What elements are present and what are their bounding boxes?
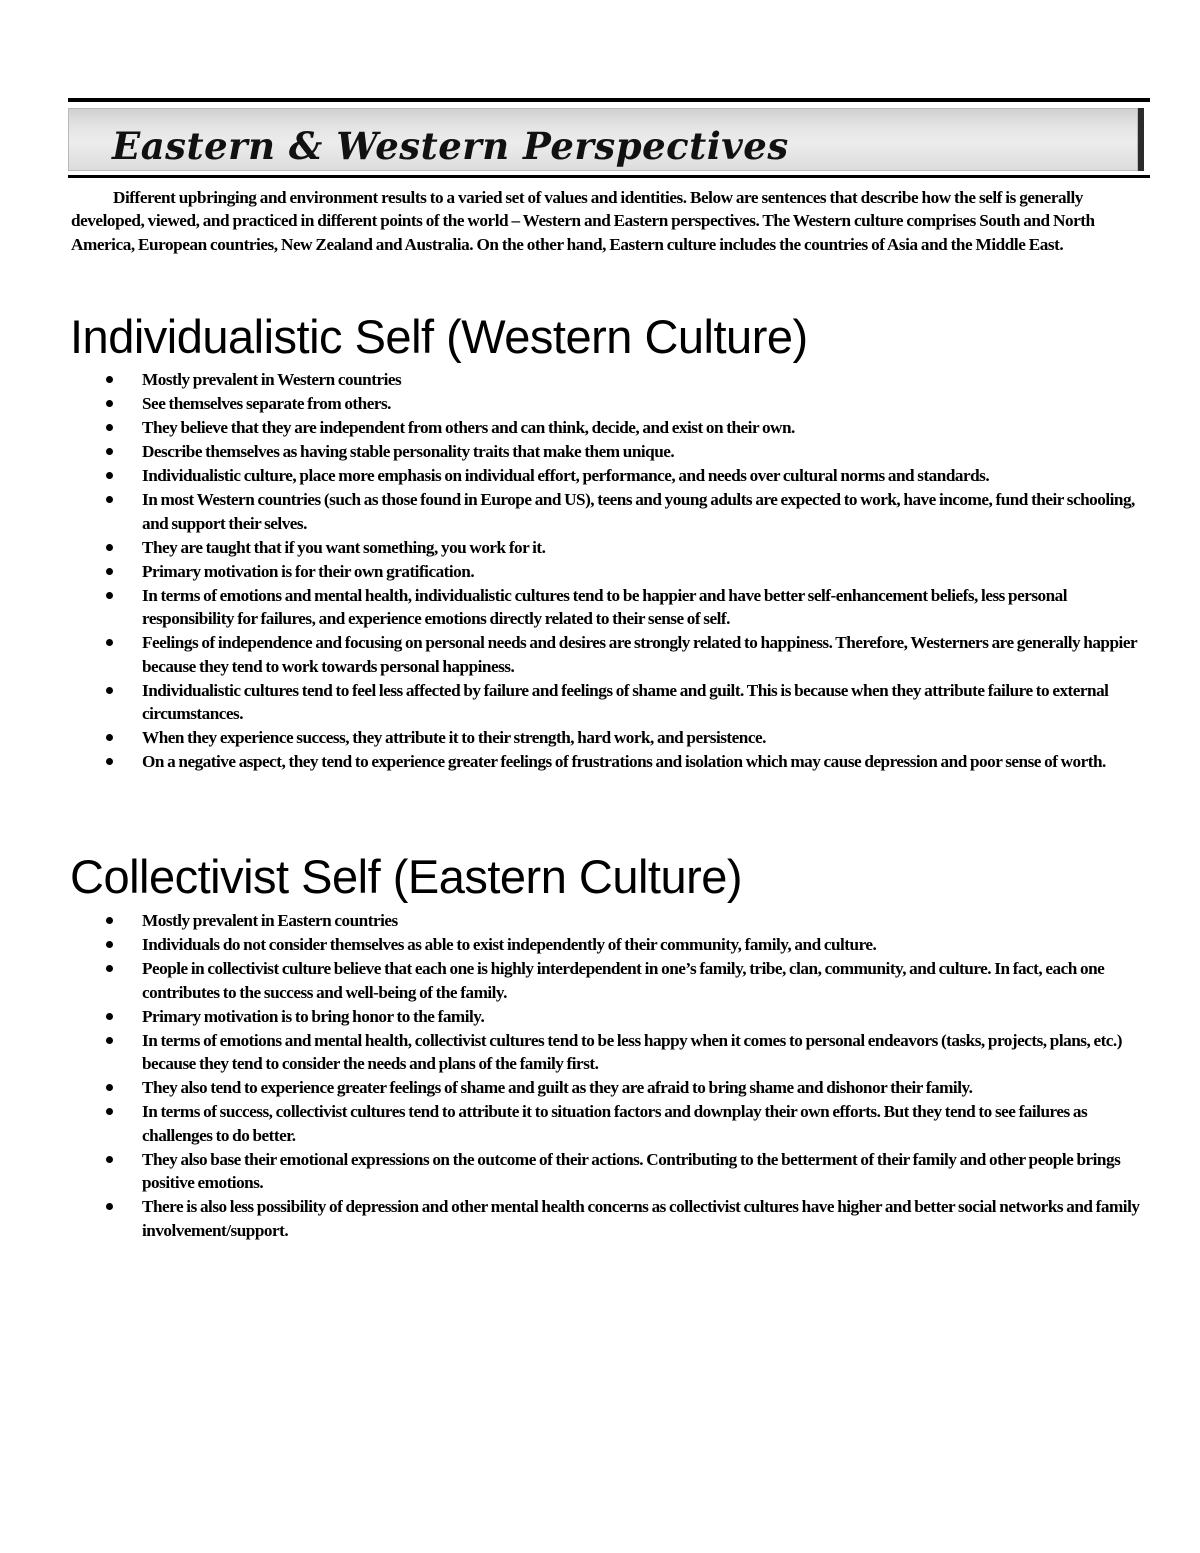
list-item-text: They believe that they are independent from others and can think, decide, and exist on their own.: [142, 418, 795, 437]
title-banner-panel: [68, 108, 1144, 171]
list-item-text: They also tend to experience greater feelings of shame and guilt as they are afraid to bring shame and dishonor their family.: [142, 1078, 973, 1097]
list-item-text: Describe themselves as having stable personality traits that make them unique.: [142, 442, 675, 461]
bullet-icon: [106, 1156, 113, 1163]
bullet-icon: [106, 917, 113, 924]
list-item-text: Primary motivation is to bring honor to the family.: [142, 1006, 485, 1026]
bullet-icon: [106, 1203, 113, 1210]
bullet-icon: [106, 758, 113, 765]
list-item: [0, 416, 1140, 440]
list-item: [0, 750, 1140, 774]
bullet-icon: [106, 734, 113, 741]
bullet-icon: [106, 965, 113, 972]
list-item-text: Individualistic culture, place more emphasis on individual effort, performance, and needs over cultural norms and standards.: [142, 466, 990, 485]
list-item-text: People in collectivist culture believe that each one is highly interdependent in one’s family, tribe, clan, community, and culture. In fact, each one contributes to the success and well-being of the family.: [142, 959, 1105, 1002]
list-item-text: They are taught that if you want something, you work for it.: [142, 537, 546, 557]
bullet-icon: [106, 448, 113, 455]
bullet-icon: [106, 544, 113, 551]
list-item: [0, 1005, 1140, 1029]
list-item: [0, 909, 1140, 933]
list-item-text: Primary motivation is for their own gratification.: [142, 561, 475, 581]
list-item-text: Individualistic cultures tend to feel less affected by failure and feelings of shame and guilt. This is because when they attribute failure to external circumstances.: [142, 680, 1109, 723]
list-item-text: When they experience success, they attribute it to their strength, hard work, and persistence.: [142, 728, 766, 747]
list-item-text: See themselves separate from others.: [142, 394, 391, 413]
list-item: [0, 368, 1140, 392]
list-item: [0, 488, 1140, 535]
list-item: [0, 536, 1140, 560]
intro-paragraph: Different upbringing and environment results to a varied set of values and identities. Below are sentences that describe how the self is generally developed, viewed, and practiced in different points of the world – Western and Eastern perspectives. The Western culture comprises South and North America, European countries, New Zealand and Australia. On the other hand, Eastern culture includes the countries of Asia and the Middle East.: [71, 188, 1095, 254]
bullet-icon: [106, 687, 113, 694]
bullet-icon: [106, 568, 113, 575]
bullet-icon: [106, 424, 113, 431]
list-item: [0, 1148, 1140, 1195]
list-item-text: There is also less possibility of depression and other mental health concerns as collectivist cultures have higher and better social networks and family involvement/support.: [142, 1197, 1140, 1240]
list-item: [0, 1076, 1140, 1100]
bullet-icon: [106, 1108, 113, 1115]
list-item: [0, 560, 1140, 584]
list-item: [0, 957, 1140, 1004]
list-item: [0, 933, 1140, 957]
bullet-icon: [106, 1013, 113, 1020]
bullet-icon: [106, 639, 113, 646]
heading-collectivist-self: Collectivist Self (Eastern Culture): [70, 850, 743, 903]
list-item: [0, 726, 1140, 750]
list-item: [0, 440, 1140, 464]
bullet-icon: [106, 1084, 113, 1091]
list-item-text: In terms of success, collectivist cultures tend to attribute it to situation factors and downplay their own efforts. But they tend to see failures as challenges to do better.: [142, 1102, 1088, 1145]
list-item: [0, 1029, 1140, 1076]
bullet-icon: [106, 592, 113, 599]
list-item-text: In terms of emotions and mental health, collectivist cultures tend to be less happy when it comes to personal endeavors (tasks, projects, plans, etc.) because they tend to consider the needs and plans of the family first.: [142, 1030, 1122, 1073]
list-item-text: They also base their emotional expressions on the outcome of their actions. Contributing to the betterment of their family and other people brings positive emotions.: [142, 1149, 1121, 1192]
list-item: [0, 1100, 1140, 1147]
bullet-icon: [106, 496, 113, 503]
list-item: [0, 1195, 1140, 1242]
list-item-text: Individuals do not consider themselves as able to exist independently of their community, family, and culture.: [142, 935, 877, 954]
list-item-text: Feelings of independence and focusing on personal needs and desires are strongly related to happiness. Therefore, Westerners are generally happier because they tend to work towards personal happiness.: [142, 633, 1137, 676]
bullet-icon: [106, 376, 113, 383]
list-item-text: In terms of emotions and mental health, individualistic cultures tend to be happier and have better self-enhancement beliefs, less personal responsibility for failures, and experience emotions directly related to their sense of self.: [142, 585, 1068, 628]
collectivist-self-list: [0, 909, 1140, 1243]
list-item: [0, 584, 1140, 631]
bullet-icon: [106, 1037, 113, 1044]
heading-individualistic-self: Individualistic Self (Western Culture): [70, 310, 808, 363]
list-item-text: On a negative aspect, they tend to experience greater feelings of frustrations and isolation which may cause depression and poor sense of worth.: [142, 752, 1106, 771]
page-title: Eastern & Western Perspectives: [112, 124, 789, 168]
list-item: [0, 679, 1140, 726]
bullet-icon: [106, 400, 113, 407]
list-item: [0, 631, 1140, 678]
list-item-text: In most Western countries (such as those found in Europe and US), teens and young adults are expected to work, have income, fund their schooling, and support their selves.: [142, 490, 1135, 533]
bullet-icon: [106, 941, 113, 948]
individualistic-self-list: [0, 368, 1140, 774]
list-item: [0, 464, 1140, 488]
title-banner: [68, 98, 1150, 178]
bullet-icon: [106, 472, 113, 479]
list-item-text: Mostly prevalent in Eastern countries: [142, 911, 398, 930]
list-item-text: Mostly prevalent in Western countries: [142, 370, 402, 389]
list-item: [0, 392, 1140, 416]
